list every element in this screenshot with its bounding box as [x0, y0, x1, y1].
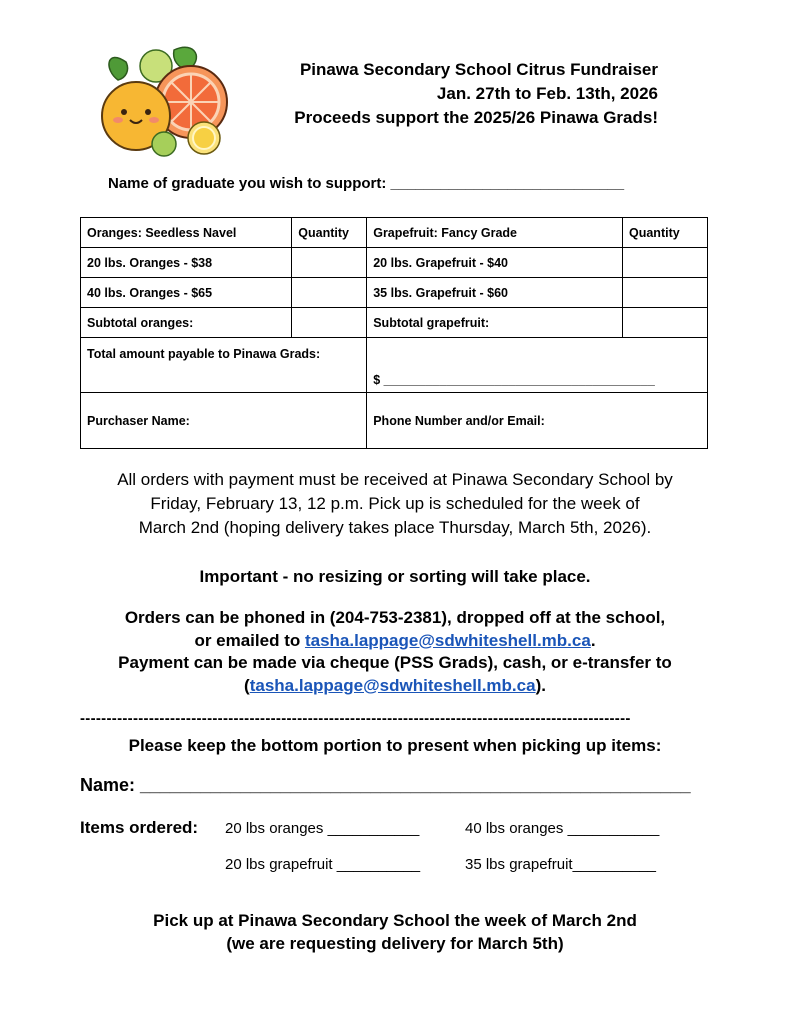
grapefruit-header: Grapefruit: Fancy Grade [367, 218, 623, 248]
citrus-fruit-logo [96, 40, 236, 158]
lime-slice-icon [152, 132, 176, 156]
paragraph-line: Orders can be phoned in (204-753-2381), dropped off at the school, [124, 608, 666, 627]
table-row [81, 248, 708, 278]
item-oranges-40-field[interactable]: 40 lbs oranges ___________ [465, 820, 660, 837]
total-payable-field[interactable]: $ _______________________________________ [367, 338, 708, 393]
footer-line: Pick up at Pinawa Secondary School the week of March 2nd [153, 911, 637, 930]
table-row [81, 278, 708, 308]
pickup-name-field[interactable]: Name: _______________________________________________________ [80, 775, 691, 795]
purchaser-name-field[interactable]: Purchaser Name: [81, 393, 367, 449]
total-payable-label: Total amount payable to Pinawa Grads: [81, 338, 367, 393]
paragraph-line: Friday, February 13, 12 p.m. Pick up is scheduled for the week of [150, 494, 640, 513]
paragraph-line: (tasha.lappage@sdwhiteshell.mb.ca). [244, 675, 546, 695]
payment-deadline-paragraph [60, 468, 730, 540]
pickup-footer [60, 909, 730, 955]
item-oranges-20-field[interactable]: 20 lbs oranges ___________ [225, 820, 420, 837]
email-link[interactable]: tasha.lappage@sdwhiteshell.mb.ca [249, 675, 536, 695]
order-form-table [80, 217, 708, 449]
subtotal-oranges-label: Subtotal oranges: [81, 308, 292, 338]
email-link[interactable]: tasha.lappage@sdwhiteshell.mb.ca [304, 630, 591, 650]
grapefruit-20-label: 20 lbs. Grapefruit - $40 [367, 248, 623, 278]
quantity-header: Quantity [292, 218, 367, 248]
important-notice: Important - no resizing or sorting will take place. [199, 567, 591, 586]
cut-line-divider: -------------------------------------------------------------------------------------------------------- [80, 710, 631, 727]
contact-field[interactable]: Phone Number and/or Email: [367, 393, 708, 449]
footer-line: (we are requesting delivery for March 5th) [226, 934, 564, 953]
paragraph-line: March 2nd (hoping delivery takes place Thursday, March 5th, 2026). [138, 518, 652, 537]
orange-20-quantity-cell[interactable] [292, 248, 367, 278]
header-dates: Jan. 27th to Feb. 13th, 2026 [436, 84, 658, 103]
grapefruit-35-quantity-cell[interactable] [623, 278, 708, 308]
table-row [81, 393, 708, 449]
grapefruit-35-label: 35 lbs. Grapefruit - $60 [367, 278, 623, 308]
oranges-header: Oranges: Seedless Navel [81, 218, 292, 248]
orange-20-label: 20 lbs. Oranges - $38 [81, 248, 292, 278]
paragraph-line: All orders with payment must be received at Pinawa Secondary School by [117, 470, 673, 489]
items-ordered-label: Items ordered: [80, 818, 199, 837]
quantity-header: Quantity [623, 218, 708, 248]
table-header-row [81, 218, 708, 248]
leaf-icon [109, 57, 128, 80]
header-proceeds: Proceeds support the 2025/26 Pinawa Grads! [294, 108, 658, 127]
ordering-instructions [60, 607, 730, 697]
orange-40-label: 40 lbs. Oranges - $65 [81, 278, 292, 308]
subtotal-oranges-cell[interactable] [292, 308, 367, 338]
paragraph-line: or emailed to tasha.lappage@sdwhiteshell.mb.ca. [194, 630, 596, 650]
table-row [81, 338, 708, 393]
keep-portion-notice: Please keep the bottom portion to present when picking up items: [128, 736, 662, 755]
subtotal-grapefruit-cell[interactable] [623, 308, 708, 338]
header-title: Pinawa Secondary School Citrus Fundraiser [299, 60, 658, 79]
item-grapefruit-35-field[interactable]: 35 lbs grapefruit__________ [465, 856, 656, 873]
fundraiser-header [240, 58, 658, 130]
graduate-name-field[interactable]: Name of graduate you wish to support: ____________________________ [108, 175, 625, 192]
orange-40-quantity-cell[interactable] [292, 278, 367, 308]
paragraph-line: Payment can be made via cheque (PSS Grads), cash, or e-transfer to [118, 653, 672, 672]
item-grapefruit-20-field[interactable]: 20 lbs grapefruit __________ [225, 856, 421, 873]
grapefruit-20-quantity-cell[interactable] [623, 248, 708, 278]
subtotal-grapefruit-label: Subtotal grapefruit: [367, 308, 623, 338]
table-row [81, 308, 708, 338]
